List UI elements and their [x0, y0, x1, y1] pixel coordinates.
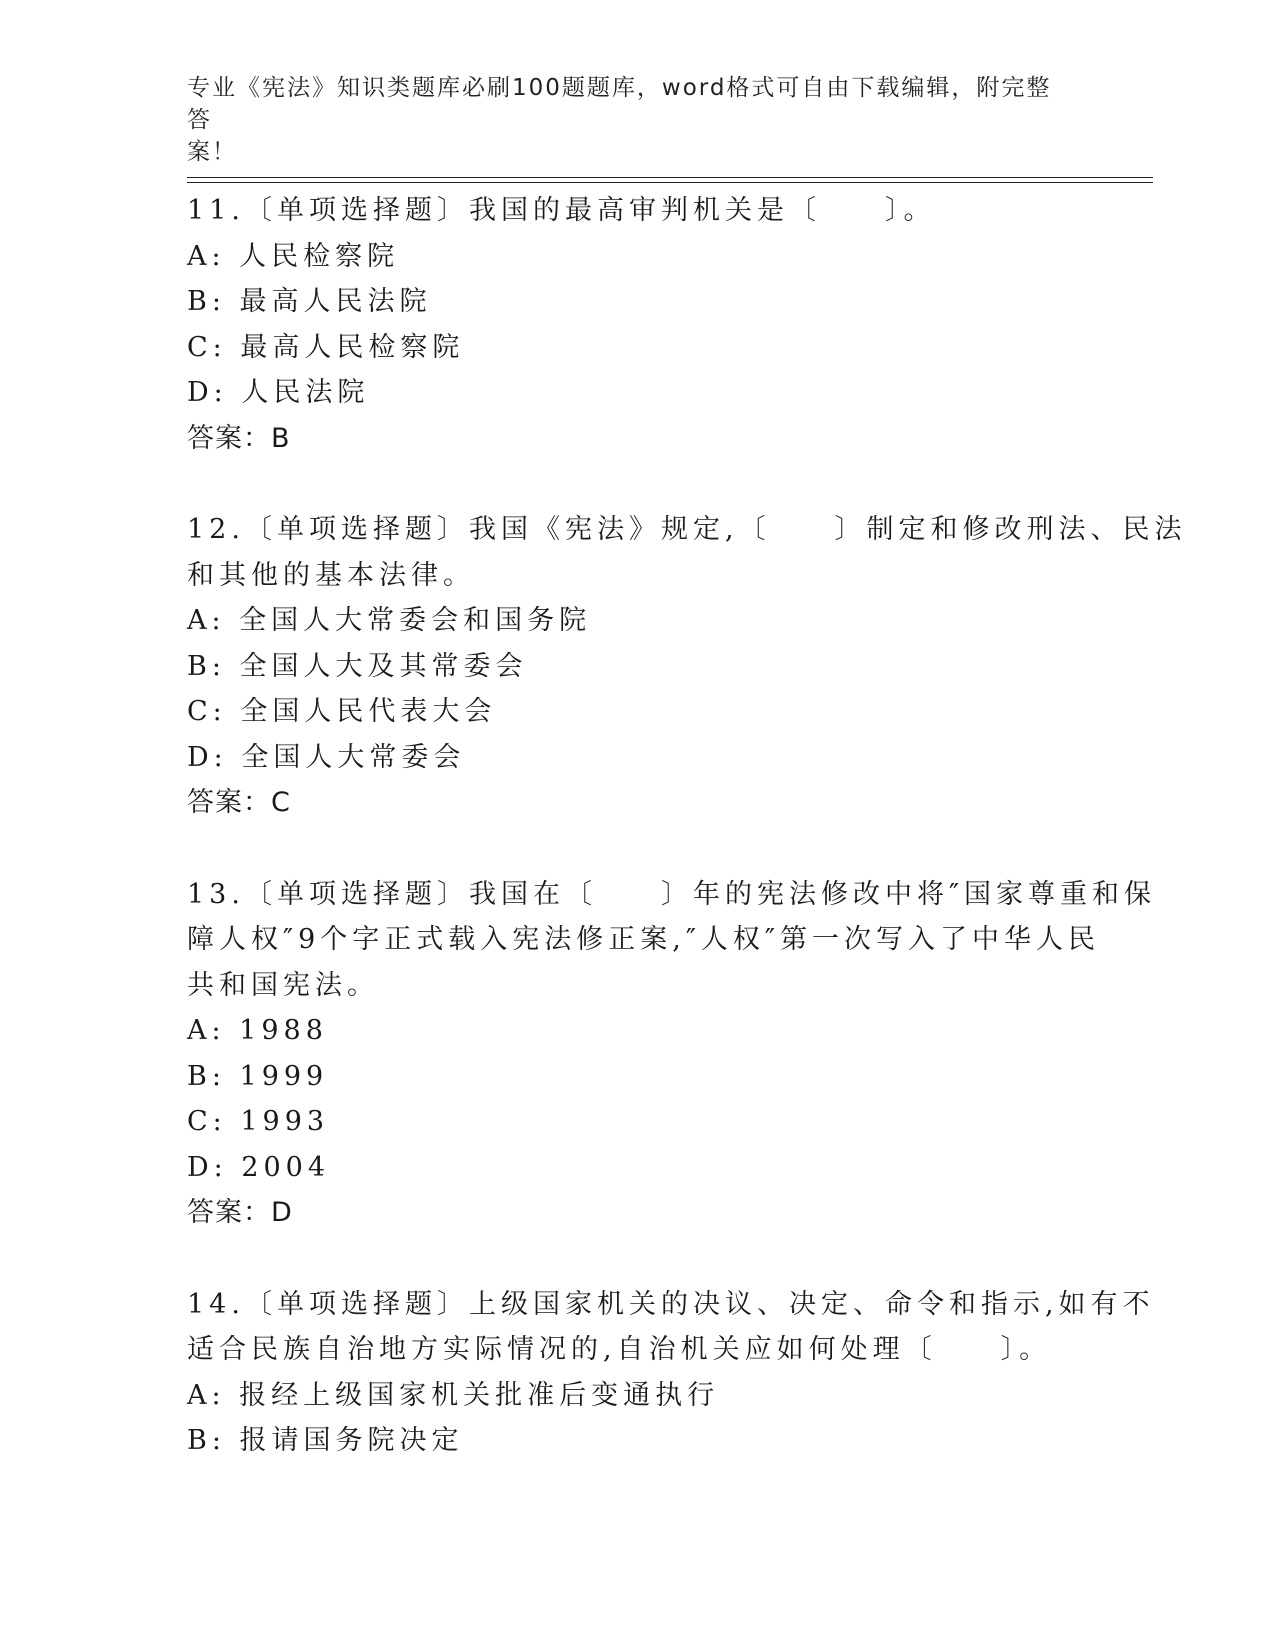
header-rule-bottom: [187, 182, 1153, 183]
question-list: [187, 188, 1187, 1464]
stem-line: 共和国宪法。: [187, 969, 379, 1001]
option-c: C: 全国人民代表大会: [187, 696, 497, 727]
question-spacer: [187, 826, 1087, 872]
option-c: C: 最高人民检察院: [187, 331, 465, 363]
question-11: [187, 188, 1087, 461]
question-13: [187, 872, 1157, 1236]
option-a: A: 报经上级国家机关批准后变通执行: [187, 1379, 720, 1411]
question-stem: [187, 1282, 1155, 1373]
stem-line: 适合民族自治地方实际情况的,自治机关应如何处理〔 〕。: [187, 1334, 1052, 1365]
stem-line: 12.〔单项选择题〕我国《宪法》规定,〔 〕制定和修改刑法、民法: [187, 514, 1187, 545]
option-a: A: 人民检察院: [187, 240, 400, 272]
stem-line: 14.〔单项选择题〕上级国家机关的决议、决定、命令和指示,如有不: [187, 1288, 1155, 1320]
question-stem: [187, 188, 1087, 234]
option-a: A: 全国人大常委会和国务院: [187, 605, 592, 636]
question-spacer: [187, 1236, 1087, 1282]
stem-line: 11.〔单项选择题〕我国的最高审判机关是〔 〕。: [187, 195, 936, 226]
stem-line: 13.〔单项选择题〕我国在〔 〕年的宪法修改中将″国家尊重和保: [187, 878, 1157, 910]
document-header: [187, 72, 1067, 168]
stem-line: 和其他的基本法律。: [187, 559, 475, 591]
option-d: D: 人民法院: [187, 377, 370, 408]
question-12: [187, 507, 1187, 826]
option-b: B: 全国人大及其常委会: [187, 650, 528, 682]
option-c: C: 1993: [187, 1106, 330, 1137]
question-spacer: [187, 461, 1087, 507]
option-a: A: 1988: [187, 1015, 328, 1046]
question-stem: [187, 507, 1187, 598]
header-line-2: 案！: [187, 139, 237, 165]
answer-line: 答案：B: [187, 422, 291, 454]
option-b: B: 1999: [187, 1060, 329, 1092]
header-line-1: 专业《宪法》知识类题库必刷100题题库，word格式可自由下载编辑，附完整答: [187, 75, 1052, 133]
header-rule-top: [187, 177, 1153, 178]
question-14: [187, 1282, 1155, 1464]
option-b: B: 报请国务院决定: [187, 1425, 464, 1456]
option-d: D: 全国人大常委会: [187, 741, 466, 773]
option-d: D: 2004: [187, 1151, 331, 1183]
stem-line: 障人权″9个字正式载入宪法修正案,″人权″第一次写入了中华人民: [187, 924, 1101, 955]
answer-line: 答案：D: [187, 1197, 293, 1228]
question-stem: [187, 872, 1157, 1009]
option-b: B: 最高人民法院: [187, 286, 432, 317]
answer-line: 答案：C: [187, 787, 291, 818]
